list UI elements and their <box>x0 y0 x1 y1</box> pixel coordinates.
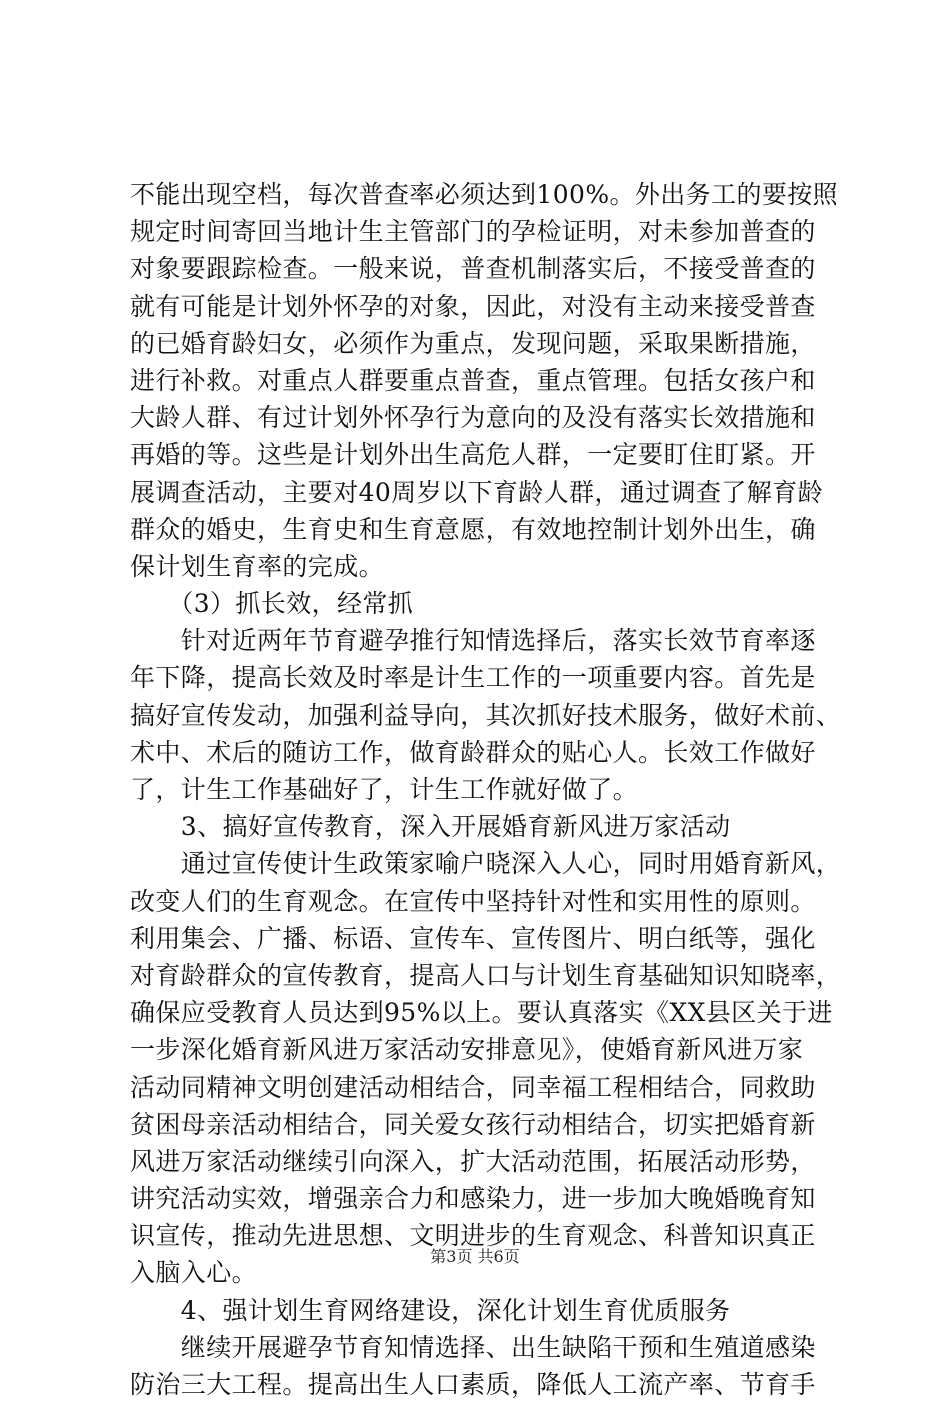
text-line: 通过宣传使计生政策家喻户晓深入人心，同时用婚育新风， <box>130 849 842 879</box>
text-line: 的已婚育龄妇女，必须作为重点，发现问题，采取果断措施， <box>130 328 816 358</box>
text-line: 规定时间寄回当地计生主管部门的孕检证明，对未参加普查的 <box>130 217 816 247</box>
text-line: 了，计生工作基础好了，计生工作就好做了。 <box>130 775 639 804</box>
text-line: 针对近两年节育避孕推行知情选择后，落实长效节育率逐 <box>130 626 816 656</box>
text-line: 术中、术后的随访工作，做育龄群众的贴心人。长效工作做好 <box>130 737 816 767</box>
text-line: 就有可能是计划外怀孕的对象，因此，对没有主动来接受普查 <box>130 291 816 321</box>
section-heading: （3）抓长效，经常抓 <box>130 589 414 619</box>
text-line: 进行补救。对重点人群要重点普查，重点管理。包括女孩户和 <box>130 365 816 395</box>
text-line: 大龄人群、有过计划外怀孕行为意向的及没有落实长效措施和 <box>130 403 816 433</box>
text-line: 讲究活动实效，增强亲合力和感染力，进一步加大晚婚晚育知 <box>130 1184 816 1214</box>
text-line: 一步深化婚育新风进万家活动安排意见》，使婚育新风进万家 <box>130 1035 804 1065</box>
page-number-footer: 第3页 共6页 <box>430 1247 520 1266</box>
text-line: 继续开展避孕节育知情选择、出生缺陷干预和生殖道感染 <box>130 1332 816 1362</box>
text-line: 不能出现空档，每次普查率必须达到100%。外出务工的要按照 <box>130 180 839 209</box>
text-line: 风进万家活动继续引向深入，扩大活动范围，拓展活动形势， <box>130 1146 816 1176</box>
text-line: 保计划生育率的完成。 <box>130 551 385 581</box>
section-heading: 4、强计划生育网络建设，深化计划生育优质服务 <box>130 1295 731 1325</box>
text-line: 群众的婚史，生育史和生育意愿，有效地控制计划外出生，确 <box>130 514 816 544</box>
body-text <box>130 176 842 1403</box>
text-line: 利用集会、广播、标语、宣传车、宣传图片、明白纸等，强化 <box>130 923 816 953</box>
text-line: 识宣传，推动先进思想、文明进步的生育观念、科普知识真正 <box>130 1221 816 1251</box>
text-line: 活动同精神文明创建活动相结合，同幸福工程相结合，同救助 <box>130 1072 816 1102</box>
text-line: 年下降，提高长效及时率是计生工作的一项重要内容。首先是 <box>130 663 816 693</box>
text-line: 改变人们的生育观念。在宣传中坚持针对性和实用性的原则。 <box>130 886 816 916</box>
section-heading: 3、搞好宣传教育，深入开展婚育新风进万家活动 <box>130 812 731 842</box>
text-line: 防治三大工程。提高出生人口素质，降低人工流产率、节育手 <box>130 1370 816 1399</box>
text-line: 对育龄群众的宣传教育，提高人口与计划生育基础知识知晓率， <box>130 960 842 990</box>
text-line: 展调查活动，主要对40周岁以下育龄人群，通过调查了解育龄 <box>130 477 824 507</box>
text-line: 再婚的等。这些是计划外出生高危人群，一定要盯住盯紧。开 <box>130 440 816 470</box>
text-line: 入脑入心。 <box>130 1258 258 1288</box>
text-line: 搞好宣传发动，加强利益导向，其次抓好技术服务，做好术前、 <box>130 700 842 730</box>
text-line: 贫困母亲活动相结合，同关爱女孩行动相结合，切实把婚育新 <box>130 1109 816 1139</box>
text-line: 确保应受教育人员达到95%以上。要认真落实《XX县区关于进 <box>130 998 833 1028</box>
text-line: 对象要跟踪检查。一般来说，普查机制落实后，不接受普查的 <box>130 254 816 284</box>
